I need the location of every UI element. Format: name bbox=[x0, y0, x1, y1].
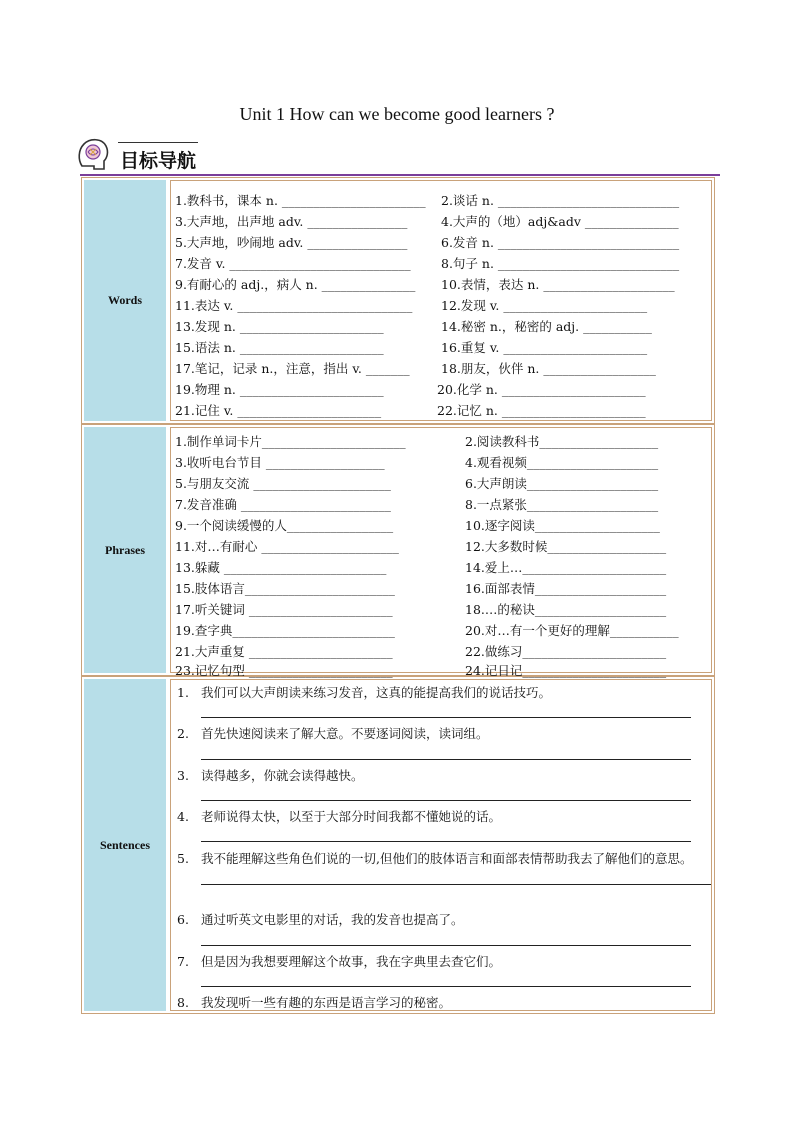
sentence-text: 我不能理解这些角色们说的一切,但他们的肢体语言和面部表情帮助我去了解他们的意思。 bbox=[201, 851, 693, 866]
phrase-item: 22.做练习_______________________ bbox=[465, 644, 667, 659]
sentence-number: 2. bbox=[177, 726, 189, 741]
phrase-item: 9.一个阅读缓慢的人_________________ bbox=[175, 518, 394, 533]
words-label: Words bbox=[84, 180, 166, 421]
word-item: 7.发音 v. _____________________________ bbox=[175, 256, 411, 271]
phrase-item: 21.大声重复 _______________________ bbox=[175, 644, 393, 659]
sentence-text: 老师说得太快，以至于大部分时间我都不懂她说的话。 bbox=[201, 809, 502, 824]
word-item: 9.有耐心的 adj.，病人 n. _______________ bbox=[175, 277, 416, 292]
sentence-number: 5. bbox=[177, 851, 189, 866]
phrase-item: 14.爱上…_______________________ bbox=[465, 560, 667, 575]
answer-line bbox=[201, 717, 691, 718]
answer-line bbox=[201, 945, 691, 946]
phrase-item: 12.大多数时候___________________ bbox=[465, 539, 667, 554]
sentence-text: 我们可以大声朗读来练习发音，这真的能提高我们的说话技巧。 bbox=[201, 685, 552, 700]
word-item: 19.物理 n. _______________________ bbox=[175, 382, 384, 397]
word-item: 10.表情，表达 n. _____________________ bbox=[441, 277, 675, 292]
word-item: 15.语法 n. _______________________ bbox=[175, 340, 384, 355]
sentence-number: 1. bbox=[177, 685, 189, 700]
brain-head-icon bbox=[76, 136, 110, 172]
phrase-item: 15.肢体语言________________________ bbox=[175, 581, 395, 596]
answer-line bbox=[201, 841, 691, 842]
phrase-item: 18.…的秘诀_____________________ bbox=[465, 602, 667, 617]
answer-line bbox=[201, 800, 691, 801]
phrase-item: 2.阅读教科书___________________ bbox=[465, 434, 659, 449]
page-title: Unit 1 How can we become good learners ? bbox=[239, 104, 555, 124]
sentences-content bbox=[170, 679, 712, 1011]
header-top-line bbox=[118, 142, 198, 143]
answer-line bbox=[201, 884, 712, 885]
word-item: 5.大声地，吵闹地 adv. ________________ bbox=[175, 235, 408, 250]
word-item: 6.发音 n. _____________________________ bbox=[441, 235, 680, 250]
sentence-number: 3. bbox=[177, 768, 189, 783]
phrase-item: 19.查字典__________________________ bbox=[175, 623, 395, 638]
phrase-item: 11.对…有耐心 ______________________ bbox=[175, 539, 399, 554]
word-item: 2.谈话 n. _____________________________ bbox=[441, 193, 680, 208]
sentence-number: 7. bbox=[177, 954, 189, 969]
sentences-section bbox=[81, 676, 715, 1014]
word-item: 20.化学 n. _______________________ bbox=[437, 382, 646, 397]
sentence-item bbox=[177, 954, 501, 970]
phrase-item: 17.听关键词 _______________________ bbox=[175, 602, 393, 617]
answer-line bbox=[201, 986, 691, 987]
sentence-item bbox=[177, 768, 364, 784]
word-item: 18.朋友，伙伴 n. __________________ bbox=[441, 361, 656, 376]
phrase-item: 3.收听电台节目 ___________________ bbox=[175, 455, 385, 470]
sentence-item bbox=[177, 851, 692, 867]
answer-line bbox=[201, 759, 691, 760]
sentence-text: 但是因为我想要理解这个故事，我在字典里去查它们。 bbox=[201, 954, 502, 969]
phrase-item: 8.一点紧张_____________________ bbox=[465, 497, 659, 512]
sentences-label: Sentences bbox=[84, 679, 166, 1011]
word-item: 14.秘密 n.，秘密的 adj. ___________ bbox=[441, 319, 652, 334]
words-section bbox=[81, 177, 715, 424]
sentence-item bbox=[177, 726, 489, 742]
phrase-item: 1.制作单词卡片_______________________ bbox=[175, 434, 406, 449]
phrase-item: 20.对…有一个更好的理解___________ bbox=[465, 623, 679, 638]
word-item: 3.大声地，出声地 adv. ________________ bbox=[175, 214, 408, 229]
sentence-number: 6. bbox=[177, 912, 189, 927]
words-content bbox=[170, 180, 712, 421]
word-item: 8.句子 n. _____________________________ bbox=[441, 256, 680, 271]
word-item: 17.笔记，记录 n.，注意，指出 v. _______ bbox=[175, 361, 410, 376]
phrase-item: 24.记日记_______________________ bbox=[465, 663, 667, 678]
word-item: 1.教科书，课本 n. _______________________ bbox=[175, 193, 426, 208]
phrase-item: 16.面部表情_____________________ bbox=[465, 581, 667, 596]
word-item: 4.大声的（地）adj&adv _______________ bbox=[441, 214, 679, 229]
phrases-label: Phrases bbox=[84, 427, 166, 673]
sentence-text: 读得越多，你就会读得越快。 bbox=[201, 768, 364, 783]
sentence-text: 通过听英文电影里的对话，我的发音也提高了。 bbox=[201, 912, 464, 927]
word-item: 22.记忆 n. _______________________ bbox=[437, 403, 646, 418]
sentence-item bbox=[177, 809, 501, 825]
section-header bbox=[76, 134, 720, 178]
word-item: 16.重复 v. _______________________ bbox=[441, 340, 648, 355]
phrase-item: 4.观看视频_____________________ bbox=[465, 455, 659, 470]
word-item: 21.记住 v. _______________________ bbox=[175, 403, 382, 418]
sentence-item bbox=[177, 912, 464, 928]
word-item: 13.发现 n. _______________________ bbox=[175, 319, 384, 334]
sentence-number: 4. bbox=[177, 809, 189, 824]
sentence-item bbox=[177, 995, 451, 1011]
sentence-text: 我发现听一些有趣的东西是语言学习的秘密。 bbox=[201, 995, 452, 1010]
phrase-item: 7.发音准确 ________________________ bbox=[175, 497, 391, 512]
header-title: 目标导航 bbox=[120, 150, 197, 172]
sentence-item bbox=[177, 685, 551, 701]
phrase-item: 13.躲藏 __________________________ bbox=[175, 560, 387, 575]
sentence-number: 8. bbox=[177, 995, 189, 1010]
phrases-content bbox=[170, 427, 712, 678]
word-item: 11.表达 v. ____________________________ bbox=[175, 298, 413, 313]
phrase-item: 6.大声朗读_____________________ bbox=[465, 476, 659, 491]
phrases-section bbox=[81, 424, 715, 676]
phrase-item: 10.逐字阅读____________________ bbox=[465, 518, 660, 533]
word-item: 12.发现 v. _______________________ bbox=[441, 298, 648, 313]
sentence-text: 首先快速阅读来了解大意。不要逐词阅读，读词组。 bbox=[201, 726, 489, 741]
phrase-item: 23.记忆句型 _______________________ bbox=[175, 663, 393, 678]
header-rule bbox=[80, 174, 720, 176]
phrase-item: 5.与朋友交流 ______________________ bbox=[175, 476, 391, 491]
